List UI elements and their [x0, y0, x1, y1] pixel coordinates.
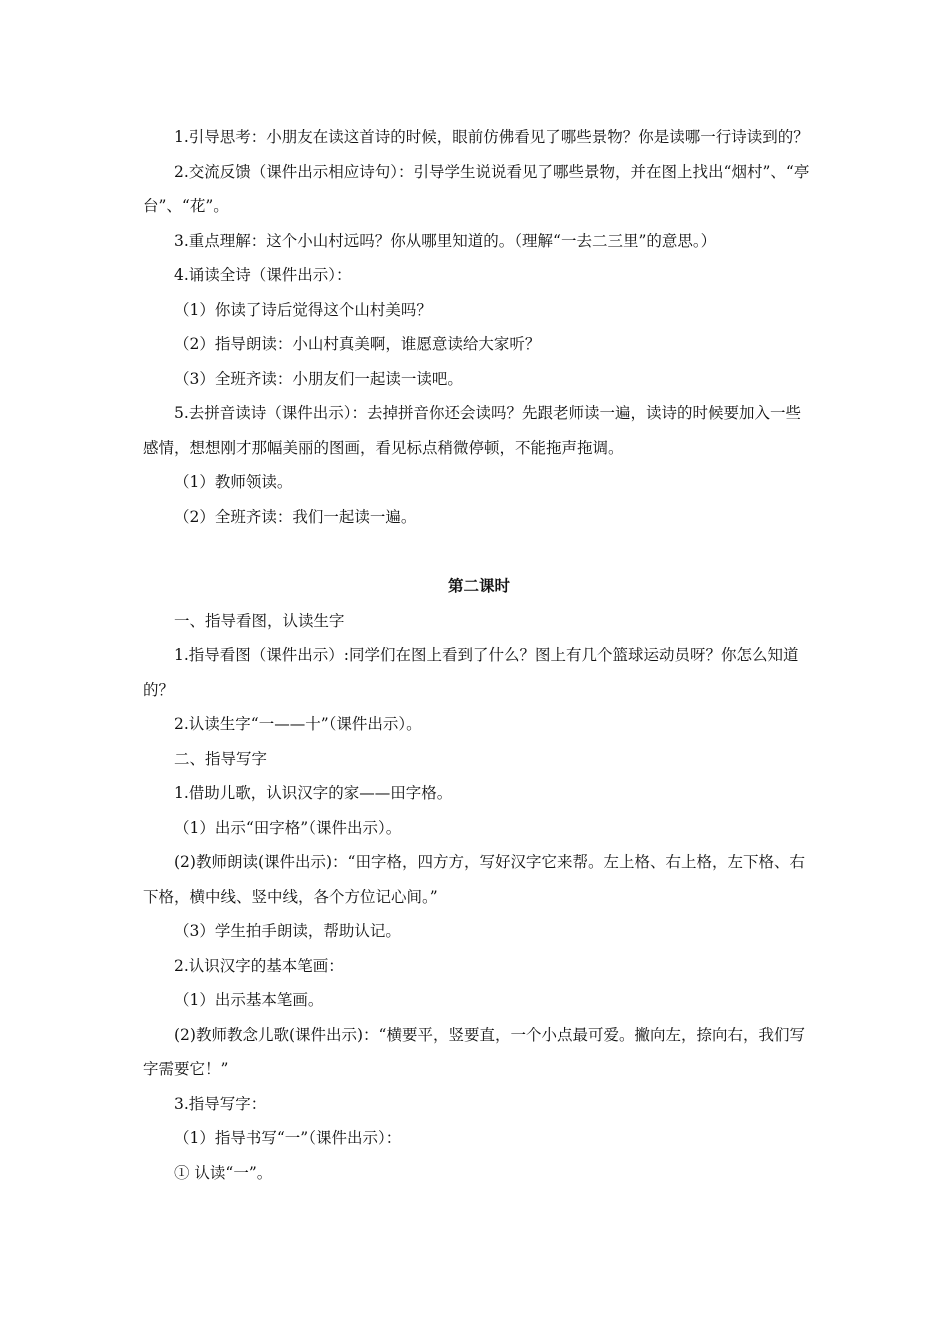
sub-item-tianzige-3: （3）学生拍手朗读，帮助认记。: [174, 922, 401, 940]
sub-item-read-2: （2）全班齐读：我们一起读一遍。: [174, 507, 417, 526]
paragraph-recite-poem: 4.诵读全诗（课件出示）：: [174, 266, 352, 284]
sub-item-read-1: （1）教师领读。: [174, 473, 293, 491]
sub-item-strokes-1: （1）出示基本笔画。: [174, 991, 324, 1009]
sub-item-writing-1a: ① 认读“一”。: [174, 1163, 273, 1182]
paragraph-guide-look: 1.指导看图（课件出示）:同学们在图上看到了什么？图上有几个篮球运动员呀？你怎么知道的？: [143, 646, 799, 699]
sub-item-tianzige-1: （1）出示“田字格”（课件出示）。: [174, 818, 402, 837]
paragraph-tianzige: 1.借助儿歌，认识汉字的家——田字格。: [174, 784, 453, 802]
part-heading-look-and-read: 一、指导看图，认读生字: [174, 611, 345, 630]
sub-item-strokes-2: (2)教师教念儿歌(课件出示)：“横要平，竖要直，一个小点最可爱。撇向左，捺向右，我们写字需要它！”: [143, 1025, 805, 1078]
sub-item-recite-3: （3）全班齐读：小朋友们一起读一读吧。: [174, 369, 463, 388]
paragraph-guide-writing: 3.指导写字：: [174, 1094, 267, 1113]
paragraph-basic-strokes: 2.认识汉字的基本笔画：: [174, 956, 344, 975]
section-title: 第二课时: [447, 577, 510, 595]
paragraph-exchange-feedback: 2.交流反馈（课件出示相应诗句）：引导学生说说看见了哪些景物，并在图上找出“烟村”、“亭台”、“花”。: [143, 162, 810, 215]
sub-item-recite-1: （1）你读了诗后觉得这个山村美吗？: [174, 300, 432, 319]
sub-item-tianzige-2: (2)教师朗读(课件出示)：“田字格，四方方，写好汉字它来帮。左上格、右上格，左下格、右下格，横中线、竖中线，各个方位记心间。”: [143, 853, 805, 906]
paragraph-key-understanding: 3.重点理解：这个小山村远吗？你从哪里知道的。（理解“一去二三里”的意思。）: [174, 231, 717, 250]
document-body: [143, 120, 815, 1190]
paragraph-read-characters: 2.认读生字“一——十”（课件出示）。: [174, 715, 422, 733]
part-heading-writing: 二、指导写字: [174, 749, 268, 768]
section-spacer: [143, 534, 815, 569]
sub-item-writing-1: （1）指导书写“一”（课件出示）：: [174, 1129, 402, 1147]
sub-item-recite-2: （2）指导朗读：小山村真美啊，谁愿意读给大家听？: [174, 335, 541, 353]
paragraph-read-without-pinyin: 5.去拼音读诗（课件出示）：去掉拼音你还会读吗？先跟老师读一遍，读诗的时候要加入一些感情，想想刚才那幅美丽的图画，看见标点稍微停顿，不能拖声拖调。: [143, 404, 802, 457]
paragraph-guide-thinking: 1.引导思考：小朋友在读这首诗的时候，眼前仿佛看见了哪些景物？你是读哪一行诗读到的？: [174, 128, 809, 146]
